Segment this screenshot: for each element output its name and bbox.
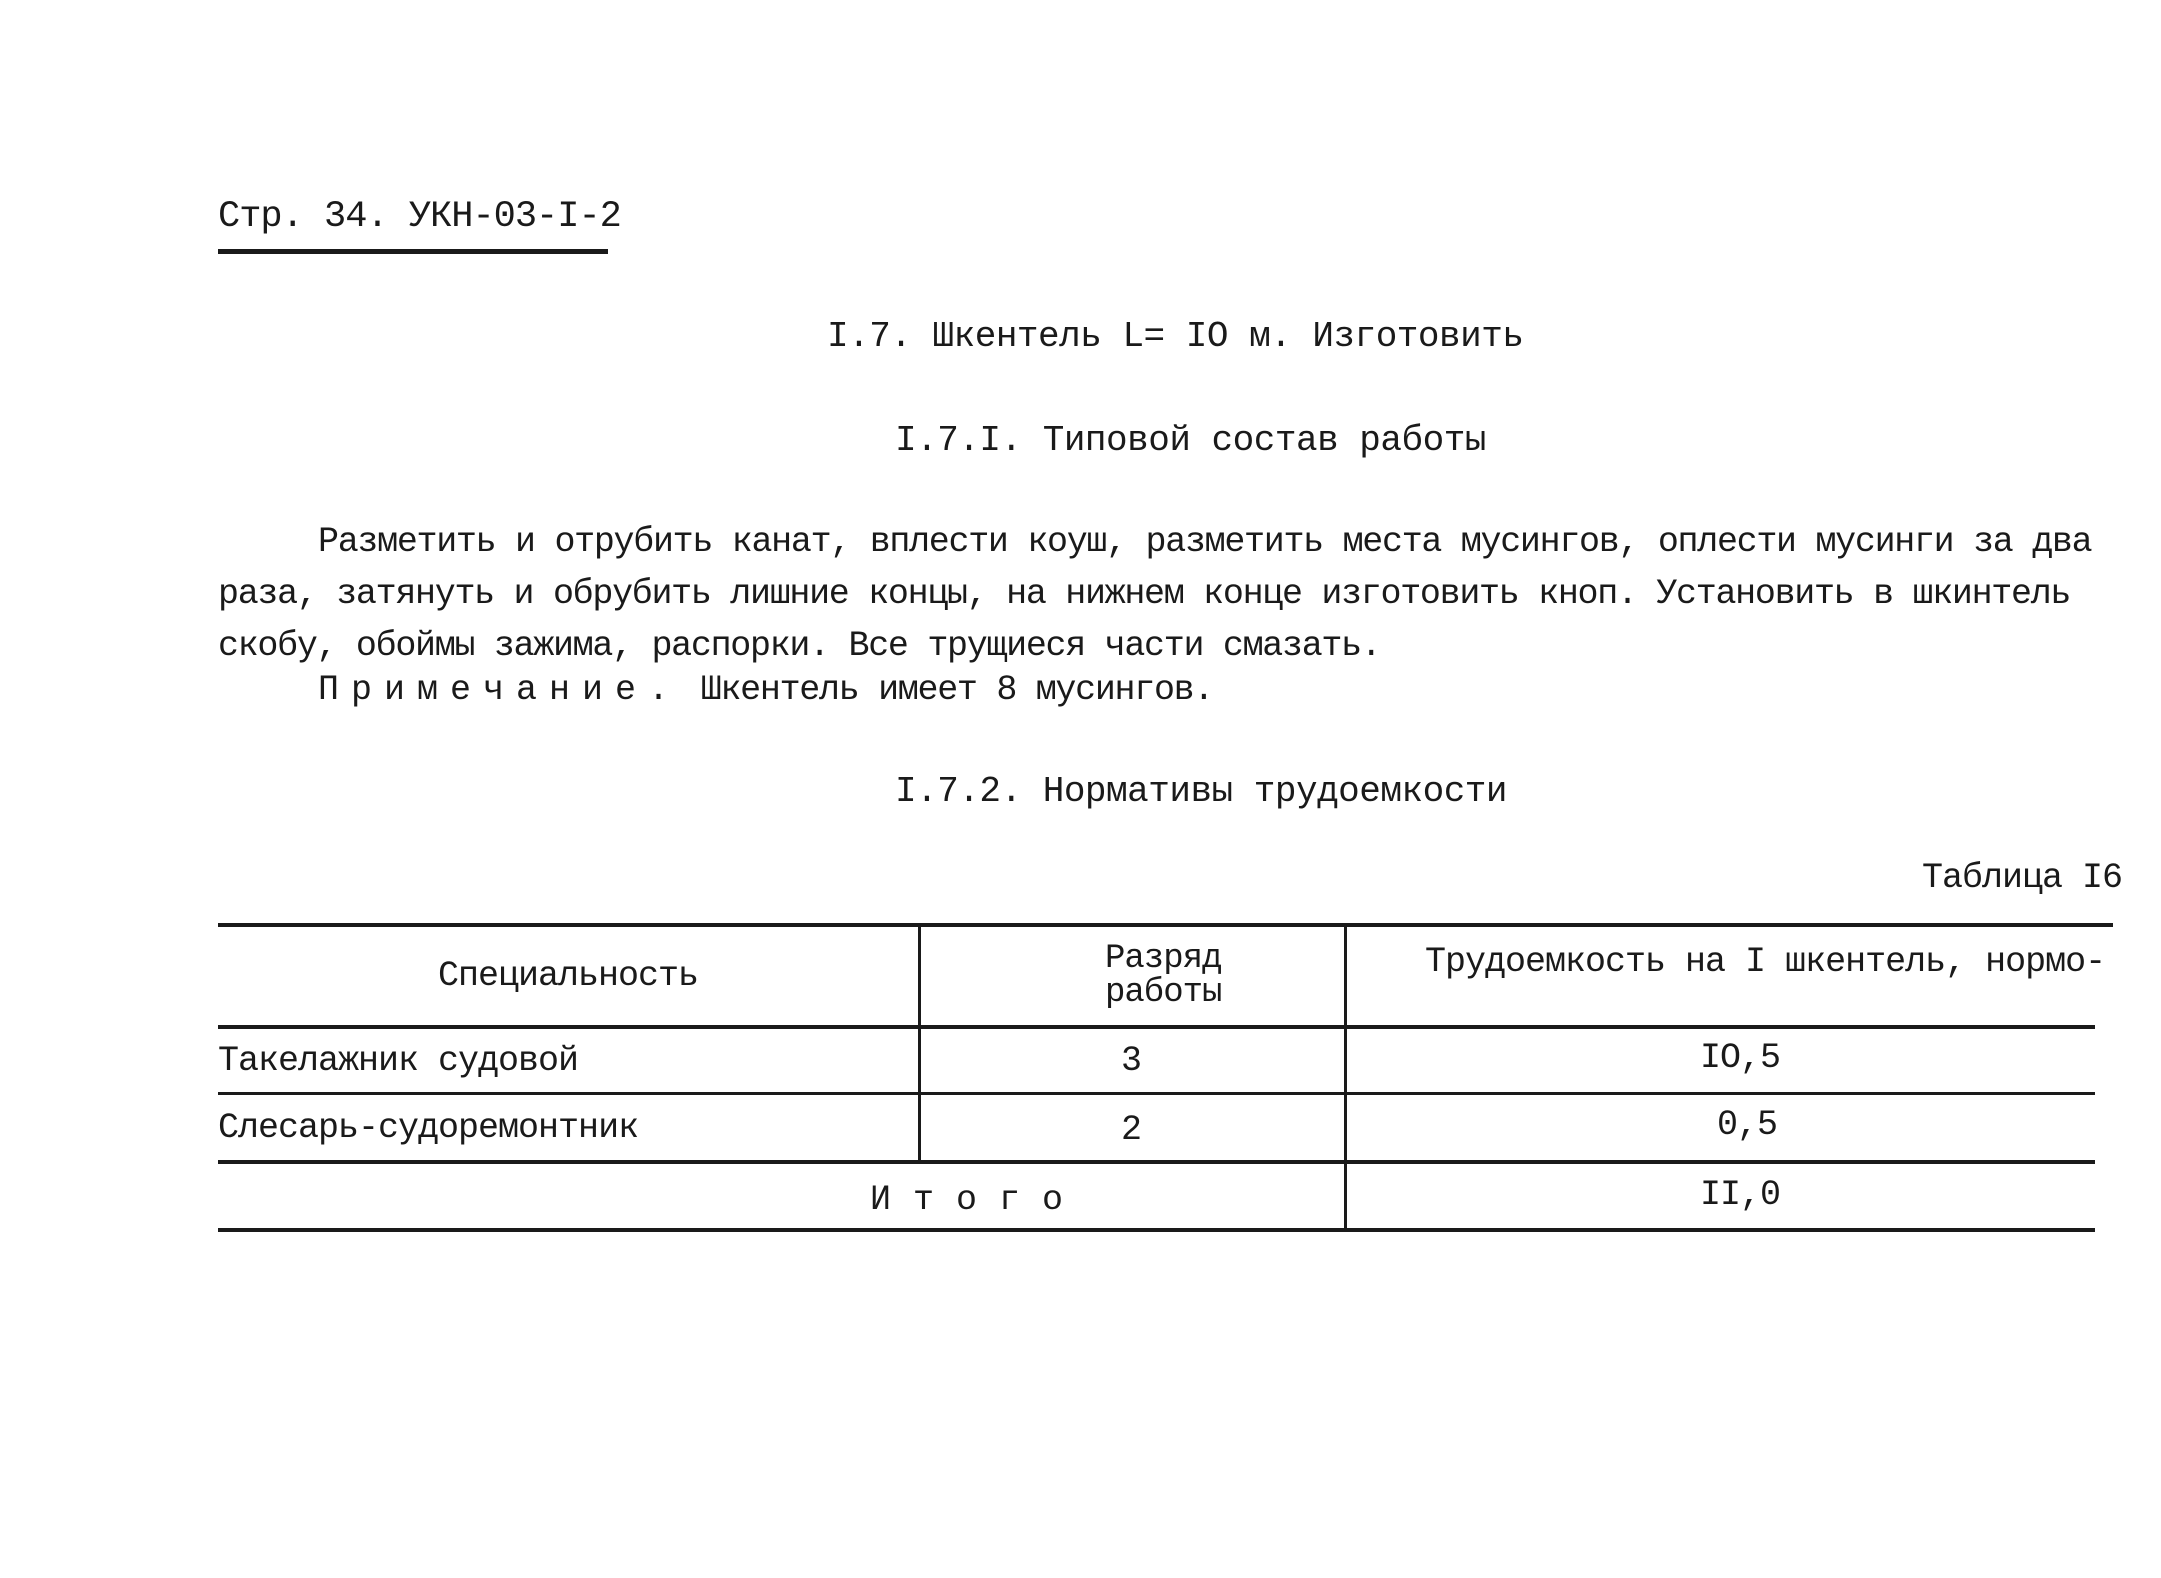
- table-top-rule: [218, 923, 2113, 927]
- row2-labor: 0,5: [1717, 1105, 1778, 1145]
- work-description: [218, 516, 2098, 672]
- table-bottom-rule: [218, 1228, 2095, 1232]
- table-row2-rule: [218, 1160, 2095, 1164]
- row1-rank: 3: [1120, 1041, 1141, 1081]
- row1-labor: IO,5: [1700, 1038, 1781, 1078]
- header-specialty: Специальность: [437, 956, 699, 996]
- section-title: I.7. Шкентель L= IO м. Изготовить: [827, 316, 1524, 357]
- note-text: Шкентель имеет 8 мусингов.: [700, 670, 1214, 710]
- note-label: Примечание.: [318, 670, 682, 710]
- row1-specialty: Такелажник судовой: [218, 1041, 579, 1081]
- page-reference: Стр. 34. УКН-03-I-2: [218, 196, 621, 238]
- total-labor: II,0: [1700, 1175, 1781, 1215]
- header-underline: [218, 249, 608, 254]
- note: [318, 670, 1213, 710]
- header-labor: Трудоемкость на I шкентель, нормо-: [1425, 942, 2106, 982]
- subsection-work-title: I.7.I. Типовой состав работы: [895, 420, 1486, 461]
- total-label: Итого: [870, 1180, 1086, 1220]
- table-caption: Таблица I6: [1922, 858, 2123, 898]
- subsection-norms-title: I.7.2. Нормативы трудоемкости: [895, 771, 1508, 812]
- work-description-text: Разметить и отрубить канат, вплести коуш, разметить места мусингов, оплести мусинги за два раза, затянуть и обрубить лишние концы, на нижнем конце изготовить кноп. Установить в шкинтель скобу, обоймы зажима, распорки. Все трущиеся части смазать.: [218, 522, 2092, 666]
- header-rank-line2: работы: [1105, 974, 1222, 1012]
- table-header-rule: [218, 1025, 2095, 1029]
- row2-specialty: Слесарь-судоремонтник: [218, 1108, 639, 1148]
- table-col-divider-2: [1344, 923, 1347, 1230]
- table-row1-rule: [218, 1092, 2095, 1095]
- row2-rank: 2: [1120, 1110, 1141, 1150]
- header-rank-line1: Разряд: [1105, 940, 1222, 978]
- header-rank: [1105, 942, 1221, 1010]
